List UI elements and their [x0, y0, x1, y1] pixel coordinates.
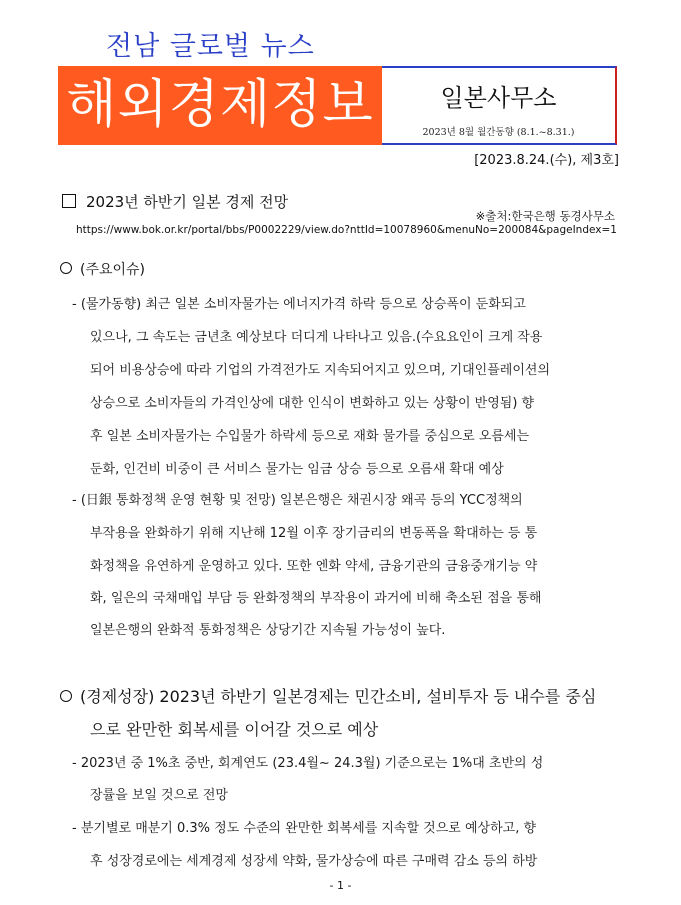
banner-title: 해외경제정보	[58, 66, 382, 145]
section-title-text: 2023년 하반기 일본 경제 전망	[86, 193, 289, 211]
issue-p1-line-3: 되어 비용상승에 따라 기업의 가격전가도 지속되어지고 있으며, 기대인플레이션의	[90, 363, 551, 378]
issue-date: [2023.8.24.(수), 제3호]	[474, 153, 619, 168]
growth-heading	[60, 684, 596, 707]
source-url[interactable]: https://www.bok.or.kr/portal/bbs/P0002229/view.do?nttId=10078960&menuNo=200084&pageIndex=1	[76, 224, 617, 236]
issue-p2-line-4: 화, 일은의 국채매입 부담 등 완화정책의 부작용이 과거에 비해 축소된 점을 통해	[90, 591, 542, 606]
circle-bullet-icon	[60, 262, 72, 274]
issue-p1-line-5: 후 일본 소비자물가는 수입물가 하락세 등으로 재화 물가를 중심으로 오름세는	[90, 429, 530, 444]
issue-p1-line-4: 상승으로 소비자들의 가격인상에 대한 인식이 변화하고 있는 상황이 반영됨) 향	[90, 396, 535, 411]
issue-heading-text: (주요이슈)	[80, 262, 146, 278]
issue-p2-line-1: - (日銀 통화정책 운영 현황 및 전망) 일본은행은 채권시장 왜곡 등의 YCC정책의	[72, 493, 523, 508]
growth-p2-line-2: 후 성장경로에는 세계경제 성장세 약화, 물가상승에 따른 구매력 감소 등의 하방	[90, 854, 538, 869]
growth-p1-line-2: 장률을 보일 것으로 전망	[90, 788, 228, 803]
issue-p1-line-1: - (물가동향) 최근 일본 소비자물가는 에너지가격 하락 등으로 상승폭이 둔화되고	[72, 297, 526, 312]
growth-p1-line-1: - 2023년 중 1%초 중반, 회계연도 (23.4월~ 24.3월) 기준으로는 1%대 초반의 성	[72, 756, 544, 771]
source-note: ※출처:한국은행 동경사무소	[475, 209, 615, 223]
section-title	[62, 191, 288, 212]
issue-heading	[60, 259, 145, 279]
issue-p2-line-3: 화정책을 유연하게 운영하고 있다. 또한 엔화 약세, 금융기관의 금융중개기능 약	[90, 559, 538, 574]
issue-p2-line-5: 일본은행의 완화적 통화정책은 상당기간 지속될 가능성이 높다.	[90, 623, 446, 638]
checkbox-square-icon	[62, 194, 76, 208]
issue-p1-line-2: 있으나, 그 속도는 금년초 예상보다 더디게 나타나고 있음.(수요요인이 크게 작용	[90, 330, 543, 345]
growth-heading-line-2: 으로 완만한 회복세를 이어갈 것으로 예상	[90, 720, 379, 739]
growth-heading-line-1: (경제성장) 2023년 하반기 일본경제는 민간소비, 설비투자 등 내수를 중심	[80, 687, 597, 706]
office-info-box	[382, 66, 617, 145]
report-period: 2023년 8월 월간동향 (8.1.~8.31.)	[422, 127, 575, 138]
issue-p1-line-6: 둔화, 인건비 비중이 큰 서비스 물가는 임금 상승 등으로 오름새 확대 예상	[90, 462, 504, 477]
page-number: - 1 -	[329, 879, 352, 892]
issue-p2-line-2: 부작용을 완화하기 위해 지난해 12월 이후 장기금리의 변동폭을 확대하는 등 통	[90, 526, 538, 541]
newsletter-title: 전남 글로벌 뉴스	[106, 31, 315, 62]
office-name: 일본사무소	[440, 84, 557, 112]
growth-p2-line-1: - 분기별로 매분기 0.3% 정도 수준의 완만한 회복세를 지속할 것으로 예상하고, 향	[72, 821, 537, 836]
circle-bullet-icon	[60, 690, 72, 702]
